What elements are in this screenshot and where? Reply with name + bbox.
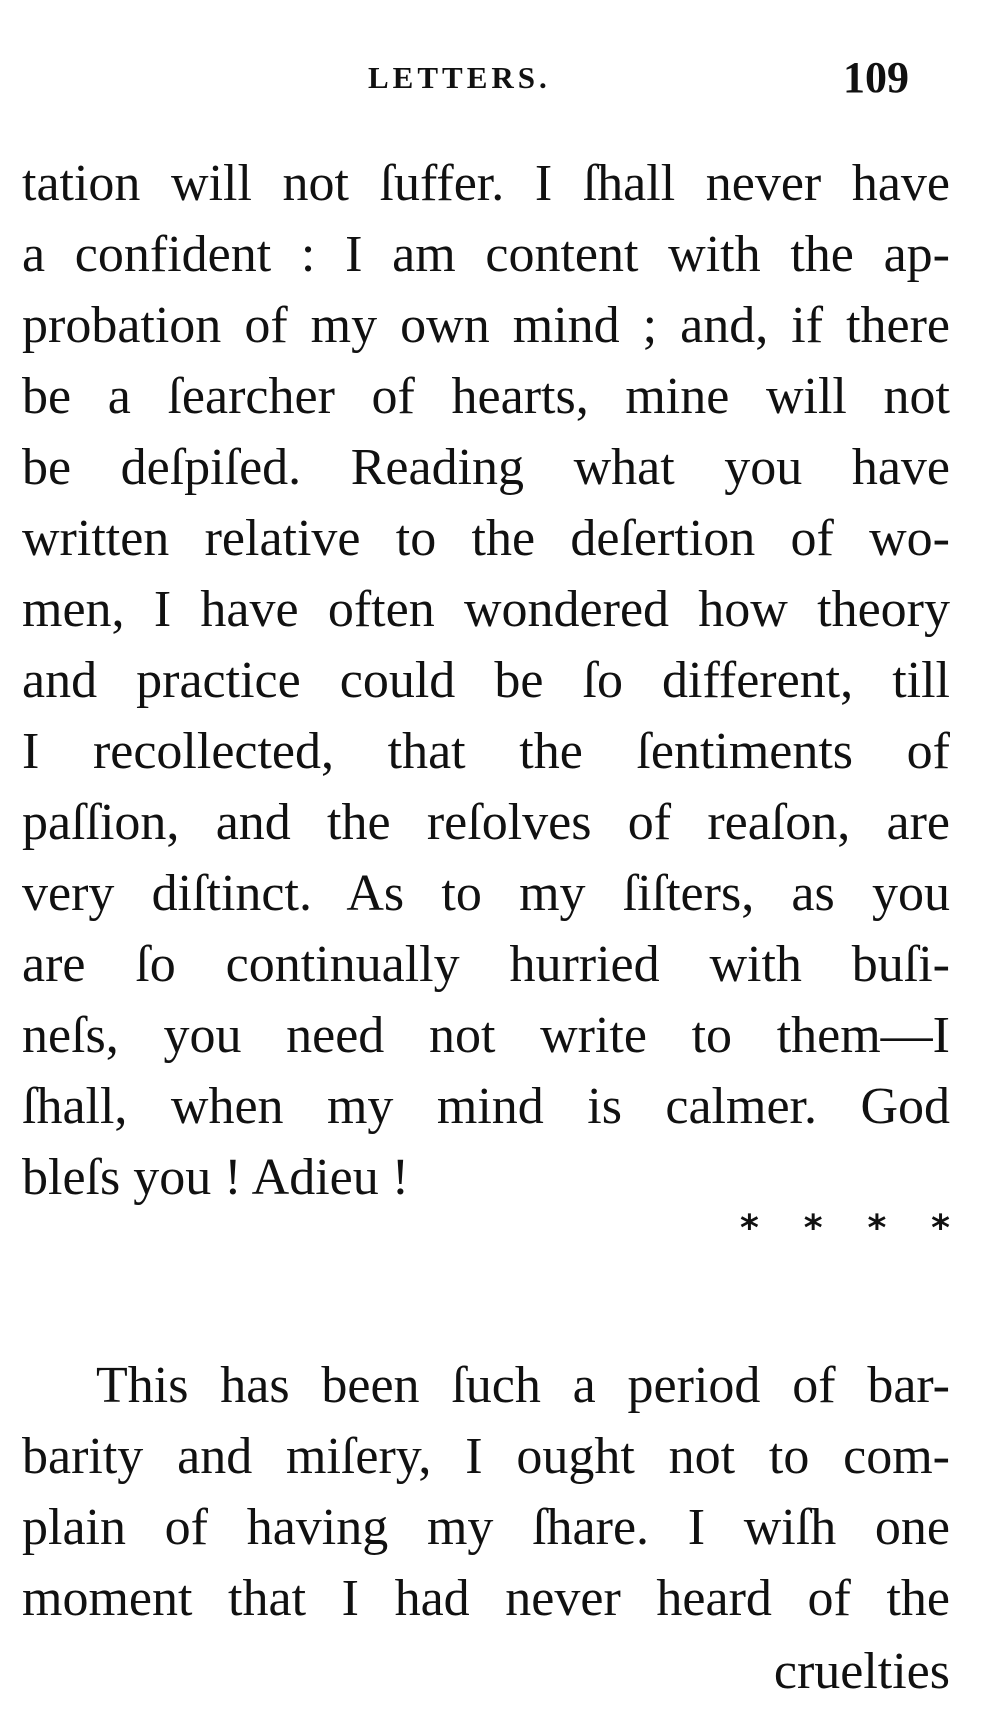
running-head: [0, 52, 1000, 112]
text-line: be deſpiſed. Reading what you have: [22, 439, 950, 496]
text-line: moment that I had never heard of the: [22, 1570, 950, 1627]
text-line: very diſtinct. As to my ſiſters, as you: [22, 865, 950, 922]
running-title: LETTERS.: [368, 60, 551, 95]
page-number: 109: [843, 53, 909, 102]
text-line: be a ſearcher of hearts, mine will not: [22, 368, 950, 425]
text-line: paſſion, and the reſolves of reaſon, are: [22, 794, 950, 851]
new-letter-text: [22, 1350, 950, 1634]
catchword: cruelties: [773, 1643, 950, 1700]
letter-text-continued: [22, 148, 950, 1213]
text-line: are ſo continually hurried with buſi-: [22, 936, 950, 993]
text-line: men, I have often wondered how theory: [22, 581, 950, 638]
text-line-first: This has been ſuch a period of bar-: [96, 1357, 950, 1414]
text-line: written relative to the deſertion of wo-: [22, 510, 950, 567]
section-break-asterisks: [740, 1208, 950, 1248]
asterisk-glyph: *: [931, 1207, 950, 1249]
text-line: I recollected, that the ſentiments of: [22, 723, 950, 780]
text-line: and practice could be ſo different, till: [22, 652, 950, 709]
text-line: ſhall, when my mind is calmer. God: [22, 1078, 950, 1135]
text-line: barity and miſery, I ought not to com-: [22, 1428, 950, 1485]
asterisk-glyph: *: [803, 1207, 823, 1249]
asterisk-glyph: *: [867, 1207, 887, 1249]
text-line: probation of my own mind ; and, if there: [22, 297, 950, 354]
text-line: plain of having my ſhare. I wiſh one: [22, 1499, 950, 1556]
text-line-closing: bleſs you ! Adieu !: [22, 1149, 410, 1206]
text-line: tation will not ſuffer. I ſhall never have: [22, 155, 950, 212]
text-line: a confident : I am content with the ap-: [22, 226, 950, 283]
text-line: neſs, you need not write to them—I: [22, 1007, 950, 1064]
asterisk-glyph: *: [740, 1207, 759, 1249]
